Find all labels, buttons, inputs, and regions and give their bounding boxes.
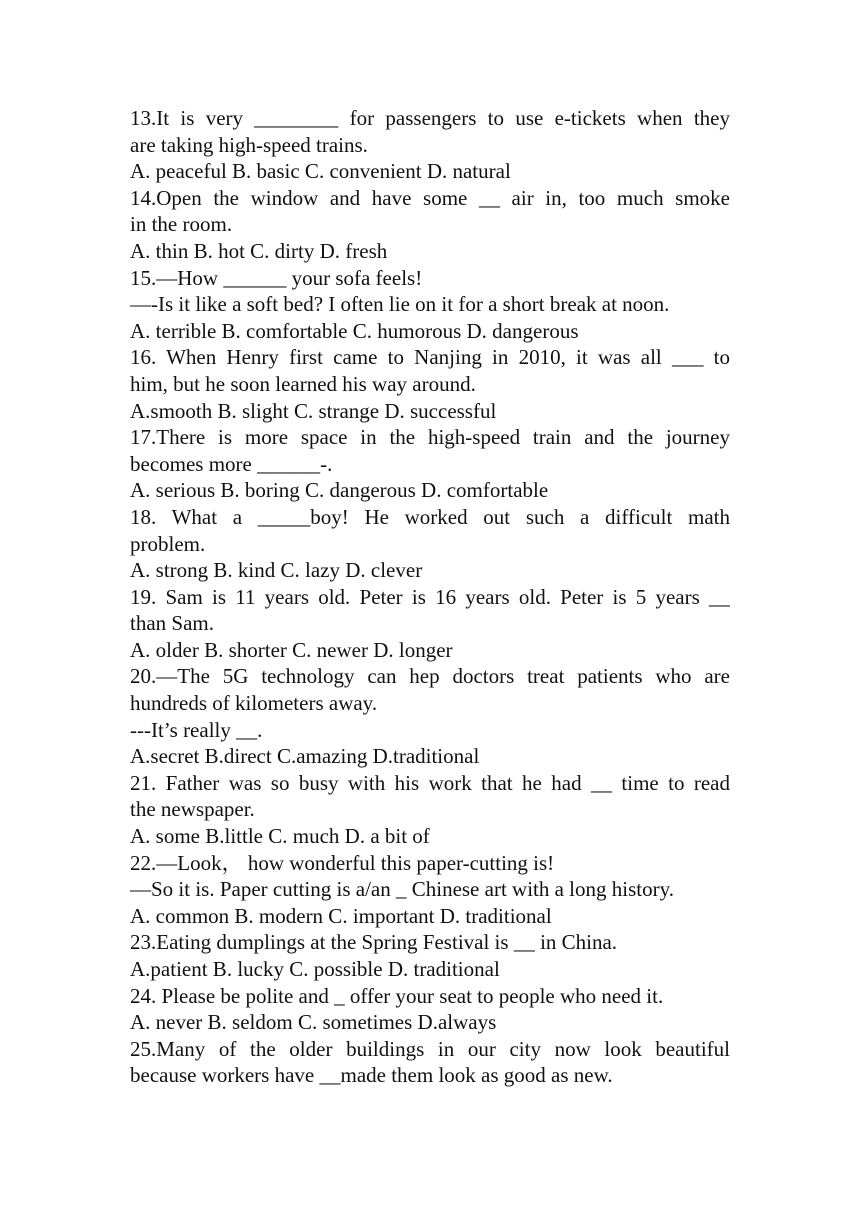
text-line: 24. Please be polite and _ offer your seat to people who need it. xyxy=(130,983,664,1008)
text-line: A. peaceful B. basic C. convenient D. natural xyxy=(130,159,511,184)
text-line: in the room. xyxy=(130,212,233,237)
text-line: A. terrible B. comfortable C. humorous D. dangerous xyxy=(130,318,579,343)
text-line: 25.Many of the older buildings in our city now look beautiful xyxy=(130,1036,730,1061)
text-line: —-Is it like a soft bed? I often lie on it for a short break at noon. xyxy=(130,292,670,317)
text-line: 14.Open the window and have some __ air in, too much smoke xyxy=(130,185,730,210)
text-line: A. never B. seldom C. sometimes D.always xyxy=(130,1010,497,1035)
text-line: 15.—How ______ your sofa feels! xyxy=(130,265,423,290)
text-line: 13.It is very ________ for passengers to use e-tickets when they xyxy=(130,106,730,130)
text-line: A.patient B. lucky C. possible D. traditional xyxy=(130,957,500,981)
text-line: because workers have __made them look as good as new. xyxy=(130,1063,613,1088)
text-line: ---It’s really __. xyxy=(130,717,263,742)
text-line: 17.There is more space in the high-speed train and the journey xyxy=(130,425,730,450)
text-line: 23.Eating dumplings at the Spring Festival is __ in China. xyxy=(130,930,618,955)
text-line: 16. When Henry first came to Nanjing in 2010, it was all ___ to xyxy=(130,345,730,370)
text-line: 20.—The 5G technology can hep doctors treat patients who are xyxy=(130,664,730,689)
text-line: becomes more ______-. xyxy=(130,451,333,476)
text-line: him, but he soon learned his way around. xyxy=(130,371,476,396)
text-line: the newspaper. xyxy=(130,797,255,822)
text-line: A. some B.little C. much D. a bit of xyxy=(130,824,430,849)
question-text-block xyxy=(130,105,730,1089)
text-line: A.secret B.direct C.amazing D.traditional xyxy=(130,744,480,769)
text-line: problem. xyxy=(130,531,206,556)
text-line: A. serious B. boring C. dangerous D. comfortable xyxy=(130,478,549,503)
text-line: than Sam. xyxy=(130,611,214,636)
text-line: —So it is. Paper cutting is a/an _ Chinese art with a long history. xyxy=(130,877,674,902)
text-line: 19. Sam is 11 years old. Peter is 16 years old. Peter is 5 years __ xyxy=(130,584,730,609)
text-line: are taking high-speed trains. xyxy=(130,132,368,157)
text-line: A. older B. shorter C. newer D. longer xyxy=(130,637,453,662)
text-line: A.smooth B. slight C. strange D. successful xyxy=(130,398,497,423)
text-line: A. thin B. hot C. dirty D. fresh xyxy=(130,238,388,263)
text-line: 22.—Look， how wonderful this paper-cutting is! xyxy=(130,850,555,875)
text-line: A. common B. modern C. important D. traditional xyxy=(130,903,552,928)
text-line: hundreds of kilometers away. xyxy=(130,691,378,716)
text-line: 18. What a _____boy! He worked out such a difficult math xyxy=(130,504,730,529)
text-line: A. strong B. kind C. lazy D. clever xyxy=(130,558,423,583)
text-line: 21. Father was so busy with his work that he had __ time to read xyxy=(130,770,730,795)
